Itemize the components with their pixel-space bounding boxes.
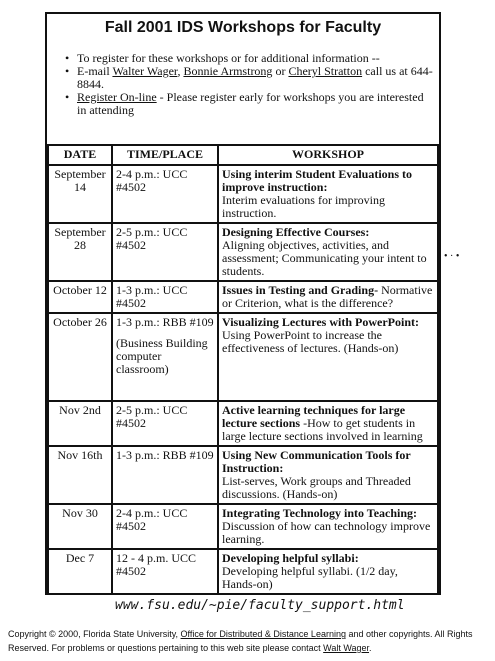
- workshop-description: List-serves, Work groups and Threaded discussions. (Hands-on): [222, 474, 411, 501]
- register-online-text: - Please register early for workshops you are interested in attending: [77, 90, 424, 117]
- workshop-cell: [218, 504, 438, 549]
- workshop-description: Normative or Criterion, what is the difference?: [222, 283, 433, 310]
- workshop-cell: [218, 401, 438, 446]
- time-place-text: 1-3 p.m.: RBB #109: [116, 315, 214, 329]
- workshop-description: -How to get students in large lecture sections involved in learning: [222, 416, 423, 443]
- email-separator-2: or: [272, 64, 289, 78]
- workshop-description: Aligning objectives, activities, and assessment; Communicating your intent to students.: [222, 238, 427, 278]
- email-link-cheryl-stratton[interactable]: Cheryl Stratton: [288, 64, 363, 78]
- table-row: [48, 165, 438, 223]
- time-place-text: 2-4 p.m.: UCC #4502: [116, 167, 188, 194]
- date-cell: Dec 7: [48, 549, 112, 594]
- page-title: Fall 2001 IDS Workshops for Faculty: [104, 19, 382, 36]
- email-separator-1: ,: [177, 64, 184, 78]
- workshop-cell: [218, 549, 438, 594]
- workshop-title: Using interim Student Evaluations to improve instruction:: [222, 167, 413, 194]
- workshop-cell: [218, 223, 438, 281]
- date-cell: Nov 16th: [48, 446, 112, 504]
- time-place-text: 1-3 p.m.: UCC #4502: [116, 283, 188, 310]
- phone-text: call us at 644-8844.: [77, 64, 433, 91]
- date-cell: Nov 2nd: [48, 401, 112, 446]
- workshop-description: Interim evaluations for improving instruction.: [222, 193, 385, 220]
- time-place-text: 1-3 p.m.: RBB #109: [116, 448, 214, 462]
- register-info-text: To register for these workshops or for additional information --: [77, 51, 380, 65]
- location-note: (Business Building computer classroom): [116, 336, 208, 376]
- time-place-cell: [112, 446, 218, 504]
- workshop-title: Active learning techniques for large lecture sections: [222, 403, 406, 430]
- contact-link[interactable]: Walt Wager: [323, 643, 370, 653]
- column-header-date: DATE: [48, 145, 112, 165]
- register-online-item: [65, 91, 433, 117]
- table-row: [48, 401, 438, 446]
- column-header-time-place: TIME/PLACE: [112, 145, 218, 165]
- table-row: [48, 281, 438, 313]
- time-place-text: 2-5 p.m.: UCC #4502: [116, 403, 188, 430]
- workshop-description: Using PowerPoint to increase the effectiveness of lectures. (Hands-on): [222, 328, 399, 355]
- time-place-cell: [112, 549, 218, 594]
- workshop-title: Integrating Technology into Teaching:: [222, 506, 418, 520]
- workshop-cell: [218, 165, 438, 223]
- email-prefix: E-mail: [77, 64, 113, 78]
- date-cell: October 12: [48, 281, 112, 313]
- workshop-cell: [218, 313, 438, 401]
- copyright-text: Copyright © 2000, Florida State University,: [8, 629, 181, 639]
- time-place-cell: [112, 281, 218, 313]
- date-cell: October 26: [48, 313, 112, 401]
- footer-end-text: .: [369, 643, 372, 653]
- workshop-title: Developing helpful syllabi:: [222, 551, 359, 565]
- flyer-frame: [45, 12, 441, 595]
- time-place-text: 12 - 4 p.m. UCC #4502: [116, 551, 197, 578]
- table-row: [48, 446, 438, 504]
- register-online-link[interactable]: Register On-line: [77, 90, 157, 104]
- workshop-table-wrapper: [47, 144, 439, 595]
- workshop-title: Using New Communication Tools for Instruction:: [222, 448, 411, 475]
- office-link[interactable]: Office for Distributed & Distance Learning: [180, 629, 346, 639]
- copyright-footer: [8, 627, 490, 655]
- time-place-cell: [112, 223, 218, 281]
- time-place-text: 2-5 p.m.: UCC #4502: [116, 225, 188, 252]
- workshop-table: [47, 144, 439, 595]
- workshop-title: Issues in Testing and Grading-: [222, 283, 379, 297]
- email-info-item: [65, 65, 433, 91]
- workshop-cell: [218, 281, 438, 313]
- workshop-title: Visualizing Lectures with PowerPoint:: [222, 315, 419, 329]
- date-cell: September 14: [48, 165, 112, 223]
- time-place-text: 2-4 p.m.: UCC #4502: [116, 506, 188, 533]
- handwritten-url-note: www.fsu.edu/~pie/faculty_support.html: [115, 598, 405, 613]
- workshop-title: Designing Effective Courses:: [222, 225, 370, 239]
- workshop-cell: [218, 446, 438, 504]
- footer-middle-text: and other copyrights. All Rights Reserved. For problems or questions pertaining to this web site please contact: [8, 629, 473, 653]
- time-place-cell: [112, 165, 218, 223]
- stray-mark: • · •: [444, 251, 460, 262]
- date-cell: September 28: [48, 223, 112, 281]
- table-row: [48, 223, 438, 281]
- table-row: [48, 313, 438, 401]
- table-row: [48, 549, 438, 594]
- email-link-walter-wager[interactable]: Walter Wager: [112, 64, 178, 78]
- time-place-cell: [112, 313, 218, 401]
- table-row: [48, 504, 438, 549]
- time-place-cell: [112, 401, 218, 446]
- workshop-description: Discussion of how can technology improve learning.: [222, 519, 431, 546]
- time-place-cell: [112, 504, 218, 549]
- info-list: [65, 52, 433, 117]
- column-header-workshop: WORKSHOP: [218, 145, 438, 165]
- email-link-bonnie-armstrong[interactable]: Bonnie Armstrong: [183, 64, 273, 78]
- table-header-row: [48, 145, 438, 165]
- workshop-description: Developing helpful syllabi. (1/2 day, Hands-on): [222, 564, 398, 591]
- date-cell: Nov 30: [48, 504, 112, 549]
